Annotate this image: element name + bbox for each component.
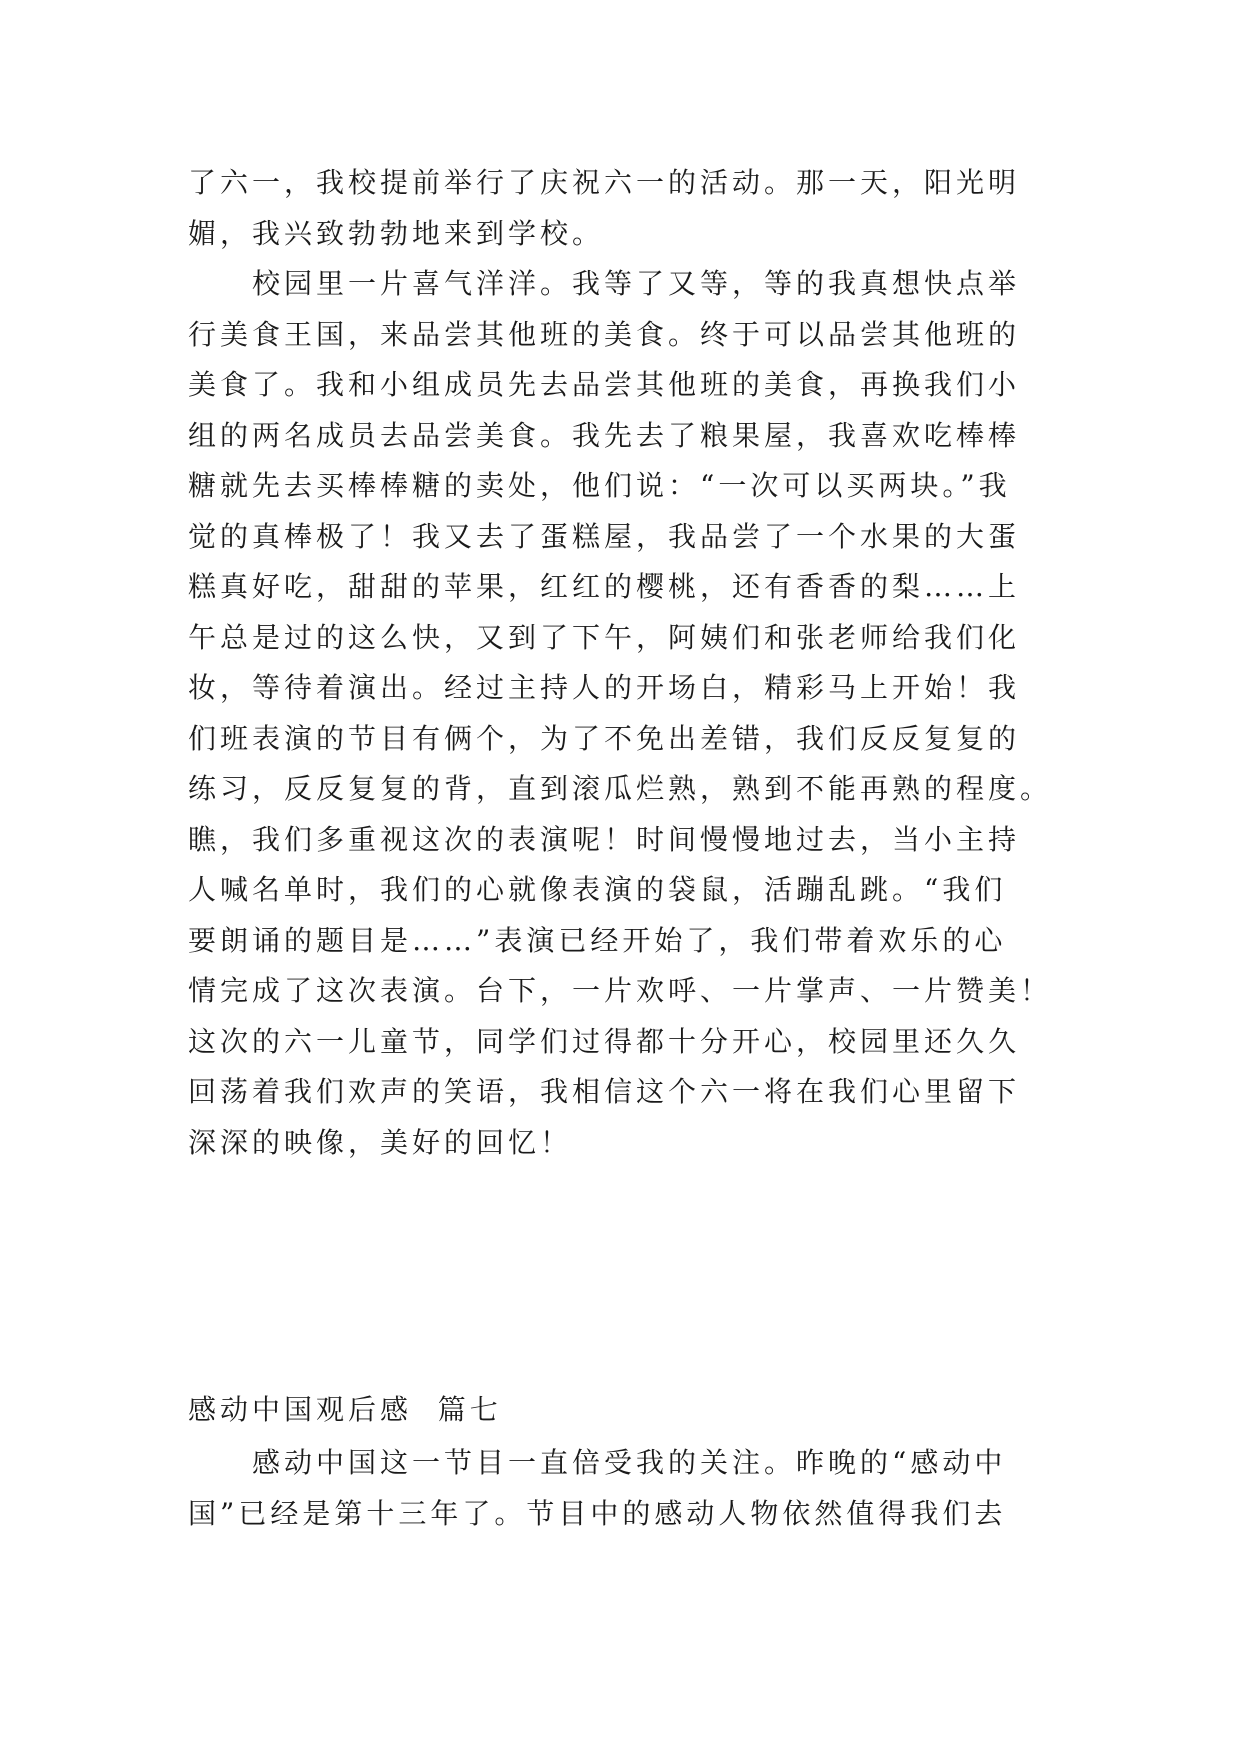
section-heading: 感动中国观后感 篇七 [188,1393,502,1426]
text-line: 这次的六一儿童节，同学们过得都十分开心，校园里还久久 [188,1024,1021,1058]
text-line: 们班表演的节目有俩个，为了不免出差错，我们反反复复的 [188,721,1021,755]
text-line: 人喊名单时，我们的心就像表演的袋鼠，活蹦乱跳。“我们 [188,873,1007,906]
text-line: 午总是过的这么快，又到了下午，阿姨们和张老师给我们化 [188,620,1021,654]
text-line: 美食了。我和小组成员先去品尝其他班的美食，再换我们小 [188,368,1021,401]
essay-body [188,158,1068,1168]
text-line: 妆，等待着演出。经过主持人的开场白，精彩马上开始！我 [188,671,1021,704]
text-line: 糖就先去买棒棒糖的卖处，他们说：“一次可以买两块。”我 [188,469,1011,502]
text-line: 要朗诵的题目是……”表演已经开始了，我们带着欢乐的心 [188,923,1007,957]
text-line: 媚，我兴致勃勃地来到学校。 [188,216,605,250]
section-heading-block [188,1385,1068,1436]
section-body [188,1438,1068,1539]
text-line: 情完成了这次表演。台下，一片欢呼、一片掌声、一片赞美！ [188,974,1053,1007]
text-line: 觉的真棒极了！我又去了蛋糕屋，我品尝了一个水果的大蛋 [188,519,1021,553]
paragraph-start-line: 校园里一片喜气洋洋。我等了又等，等的我真想快点举 [252,267,1021,300]
text-line: 练习，反反复复的背，直到滚瓜烂熟，熟到不能再熟的程度。 [188,772,1053,805]
text-line: 瞧，我们多重视这次的表演呢！时间慢慢地过去，当小主持 [188,822,1021,856]
text-line: 深深的映像，美好的回忆！ [188,1125,573,1159]
text-line: 组的两名成员去品尝美食。我先去了粮果屋，我喜欢吃棒棒 [188,418,1021,452]
text-line: 国”已经是第十三年了。节目中的感动人物依然值得我们去 [188,1496,1007,1530]
paragraph-start-line: 感动中国这一节目一直倍受我的关注。昨晚的“感动中 [252,1446,1007,1479]
text-line: 了六一，我校提前举行了庆祝六一的活动。那一天，阳光明 [188,166,1021,199]
text-line: 糕真好吃，甜甜的苹果，红红的樱桃，还有香香的梨……上 [188,570,1021,603]
text-line: 回荡着我们欢声的笑语，我相信这个六一将在我们心里留下 [188,1075,1021,1108]
text-line: 行美食王国，来品尝其他班的美食。终于可以品尝其他班的 [188,317,1021,351]
